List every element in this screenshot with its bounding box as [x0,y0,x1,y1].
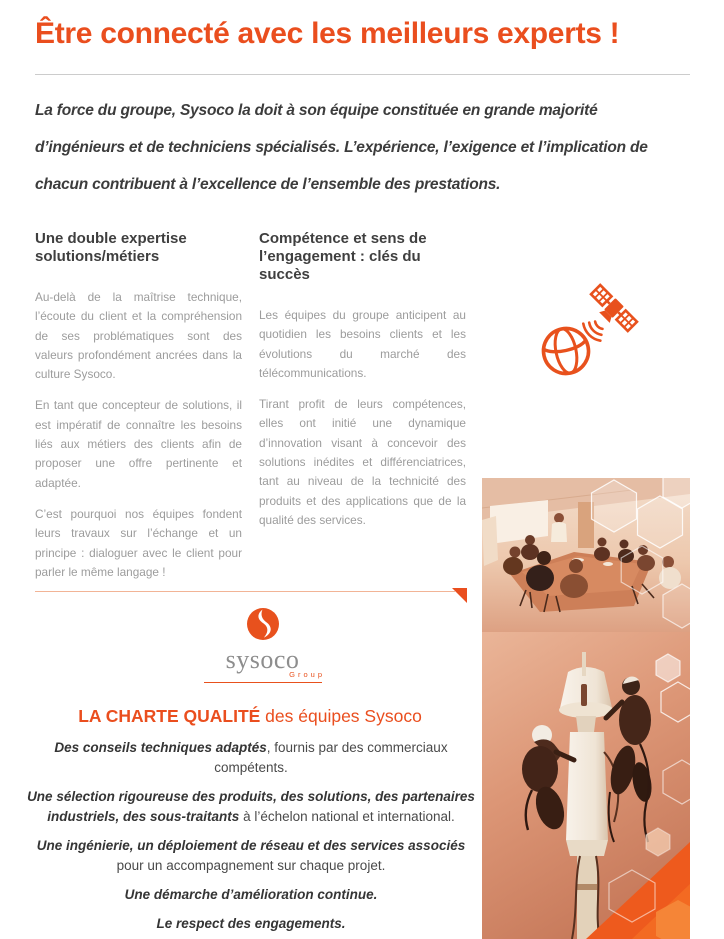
logo-underline [204,682,322,683]
antenna-technicians-photo [482,632,690,939]
charte-list [26,738,476,939]
satellite-globe-svg [536,282,642,382]
column-paragraph: Tirant profit de leurs compétences, elles ont initié une dynamique d’innovation visant à concevoir des solutions inédites et différenciatrices, tant au niveau de la technicité des produits et des applications que de la qualité des services. [259,397,466,527]
page-title: Être connecté avec les meilleurs experts ! [35,17,620,50]
orange-separator [35,591,455,592]
charte-item [26,738,476,778]
charte-item-strong: Le respect des engagements. [156,916,346,931]
column-paragraph: Au-delà de la maîtrise technique, l’écoute du client et la compréhension de ses problématiques sont des valeurs profondément ancrées dans la culture Sysoco. [35,290,242,382]
column-double-expertise [35,230,242,594]
column-heading: Une double expertise solutions/métiers [35,230,187,265]
charte-item [26,787,476,827]
column-paragraph: C’est pourquoi nos équipes fondent leurs travaux sur l’échange et un principe : dialoguer avec le client pour parler le même langage ! [35,506,242,579]
column-paragraph: En tant que concepteur de solutions, il est impératif de connaître les besoins liés aux métiers des clients afin de proposer une offre pertinente et adaptée. [35,398,242,490]
charte-item-rest: à l’échelon national et international. [239,809,455,824]
charte-title [25,706,475,726]
column-heading: Compétence et sens de l’engagement : clés du succès [259,230,427,283]
logo-wordmark: sysoco [225,645,300,674]
meeting-room-photo [482,478,690,632]
column-competence [259,230,466,542]
sysoco-logo [180,606,345,683]
column-paragraph: Les équipes du groupe anticipent au quotidien les besoins clients et les évolutions du marché des télécommunications. [259,308,466,380]
intro-paragraph: La force du groupe, Sysoco la doit à son équipe constituée en grande majorité d’ingénieurs et de techniciens spécialisés. L’expérience, l’exigence et l’implication de chacun contribuent à l’excellence de l’ensemble des prestations. [35,102,648,193]
sysoco-emblem-icon [245,606,281,642]
photo-column [482,478,690,939]
logo-subtitle: Group [289,670,325,679]
charte-item-rest: pour un accompagnement sur chaque projet. [116,858,386,873]
charte-item-strong: Une ingénierie, un déploiement de réseau et des services associés [36,838,466,853]
corner-triangle-icon [452,588,467,603]
top-divider [35,74,690,75]
charte-title-rest: des équipes Sysoco [260,706,422,726]
charte-item-strong: Une démarche d’amélioration continue. [124,887,378,902]
satellite-globe-icon [536,282,642,382]
charte-item-strong: Une sélection rigoureuse des produits, des solutions, des partenaires industriels, des sous-traitants [27,789,475,824]
charte-item [26,836,476,876]
charte-title-strong: LA CHARTE QUALITÉ [78,706,261,726]
charte-item-strong: Des conseils techniques adaptés [54,740,267,755]
charte-item [26,885,476,905]
charte-item [26,914,476,934]
charte-item-rest: , fournis par des commerciaux compétents. [214,740,448,775]
